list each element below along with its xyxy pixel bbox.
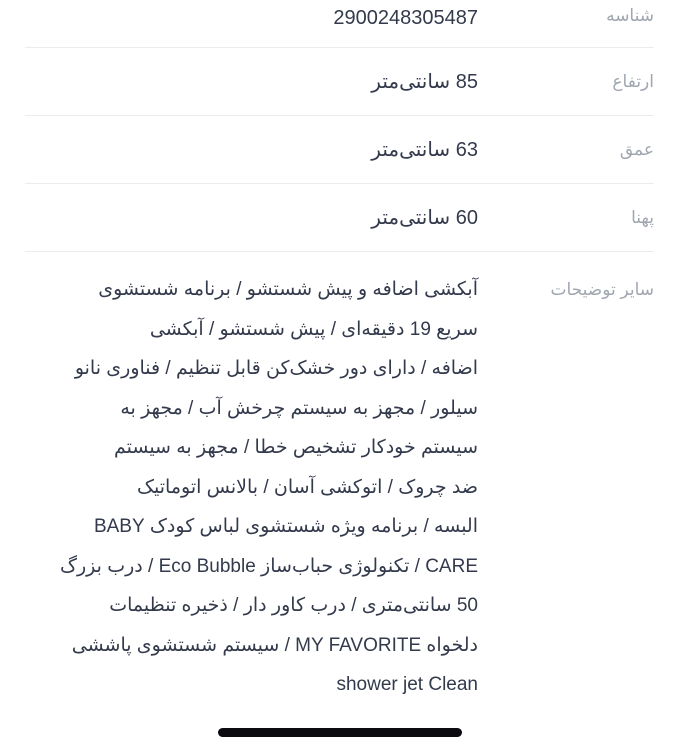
description-line: البسه / برنامه ویژه شستشوی لباس کودک BABY bbox=[93, 516, 478, 537]
description-line: 50 سانتی‌متری / درب کاور دار / ذخیره تنظیمات bbox=[109, 595, 478, 616]
spec-value-id: 2900248305487 bbox=[333, 7, 478, 29]
description-line: اضافه / دارای دور خشک‌کن قابل تنظیم / فناوری نانو bbox=[74, 358, 478, 379]
description-line: سیستم خودکار تشخیص خطا / مجهز به سیستم bbox=[113, 437, 478, 458]
description-line: سریع 19 دقیقه‌ای / پیش شستشو / آبکشی bbox=[149, 318, 478, 340]
home-indicator-handle[interactable] bbox=[218, 728, 462, 737]
description-line: سیلور / مجهز به سیستم چرخش آب / مجهز به bbox=[120, 397, 478, 419]
other-details-text bbox=[25, 270, 478, 705]
description-line: آبکشی اضافه و پیش شستشو / برنامه شستشوی bbox=[98, 279, 478, 300]
spec-label-depth: عمق bbox=[619, 139, 654, 159]
spec-row-depth bbox=[0, 116, 679, 183]
spec-value-height: 85 سانتی‌متر bbox=[371, 70, 478, 93]
spec-label-width: پهنا bbox=[631, 207, 654, 227]
spec-row-width bbox=[0, 184, 679, 251]
description-line: ضد چروک / اتوکشی آسان / بالانس اتوماتیک bbox=[137, 476, 478, 498]
spec-label-other-details: سایر توضیحات bbox=[550, 280, 654, 299]
spec-label-id: شناسه bbox=[606, 6, 654, 25]
description-line: CARE / تکنولوژی حباب‌ساز Eco Bubble / درب بزرگ bbox=[60, 555, 478, 577]
spec-row-height bbox=[0, 48, 679, 115]
description-line: shower jet Clean bbox=[336, 674, 478, 695]
spec-value-width: 60 سانتی‌متر bbox=[371, 206, 478, 229]
spec-label-height: ارتفاع bbox=[612, 71, 654, 91]
description-line: دلخواه MY FAVORITE / سیستم شستشوی پاششی bbox=[71, 634, 478, 656]
spec-value-depth: 63 سانتی‌متر bbox=[371, 138, 478, 161]
spec-row-other-details bbox=[0, 252, 679, 705]
spec-row-id bbox=[0, 0, 679, 47]
